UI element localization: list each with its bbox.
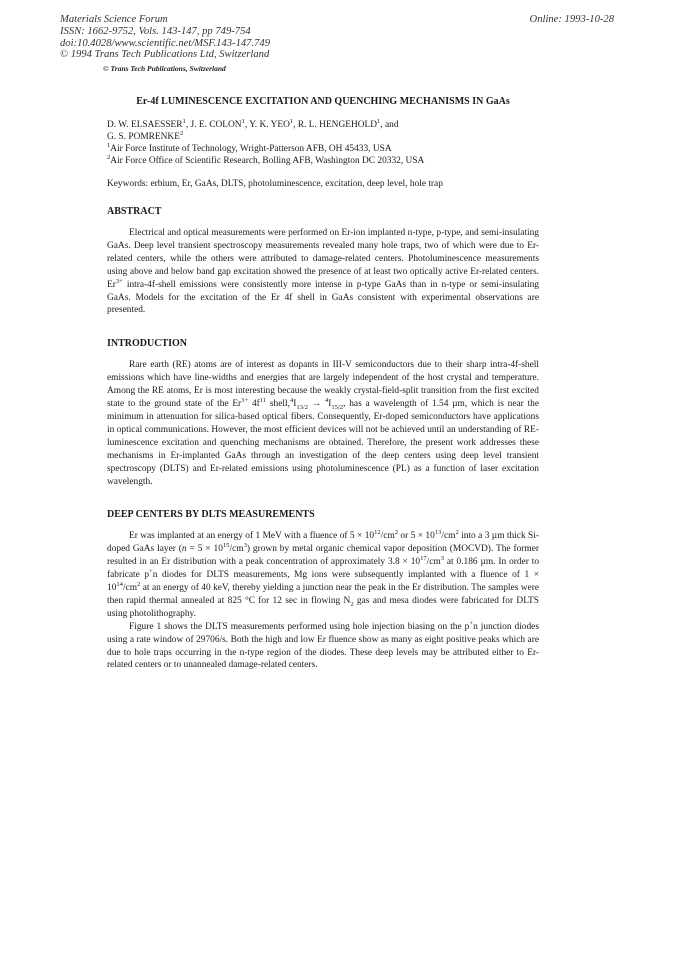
subscript: 2: [350, 600, 354, 608]
italic-variable: n: [181, 544, 187, 555]
author-name: J. E. COLON: [190, 120, 242, 130]
intro-text: I: [293, 399, 297, 410]
author-name: Y. K. YEO: [249, 120, 290, 130]
affiliation-mark: 1: [289, 117, 294, 125]
dlts-text: n junction diodes using a rate window of 29706/s. Both the high and low Er fluence show as many as eight positive peaks which are due to hole traps occurring in the n-type region of the diodes. These deep levels may be attributed either to Er-related centers or to unannealed damage-related centers.: [107, 621, 539, 671]
introduction-heading: INTRODUCTION: [107, 338, 188, 350]
affiliation-number: 1: [107, 141, 111, 149]
dlts-text: at an energy of 40 keV, thereby yielding a junction near the peak in the Er distribution. The samples were then rapid thermal annealed at 825 °C for 12 sec in flowing N: [107, 583, 539, 606]
superscript: 3+: [241, 396, 249, 404]
superscript: 13: [434, 529, 442, 537]
author-line-1: D. W. ELSAESSER$^1$, J. E. COLON$^1$, Y. K. YEO$^1$, R. L. HENGEHOLD$^1$, and: [107, 117, 399, 130]
dlts-text: /cm: [426, 557, 441, 568]
dlts-text: Figure 1 shows the DLTS measurements performed using hole injection biasing on the p: [129, 621, 470, 632]
publisher-stamp: © Trans Tech Publications, Switzerland: [103, 64, 226, 73]
superscript: +: [469, 619, 474, 627]
superscript: +: [149, 568, 153, 575]
paper-body: [107, 96, 539, 672]
author-line-2: [107, 131, 539, 143]
dlts-text: gas and mesa diodes were fabricated for DLTS using photolithography.: [107, 595, 539, 619]
affiliation-list: [107, 143, 539, 167]
dlts-text: /cm: [380, 531, 395, 542]
superscript: 17: [420, 555, 427, 563]
dlts-text: or 5 × 10: [398, 531, 435, 542]
affiliation-number: 2: [107, 153, 111, 161]
affiliation-mark: 1: [377, 117, 381, 125]
intro-text: Rare earth (RE) atoms are of interest as dopants in III-V semiconductors due to their sharp intra-4f-shell emissions which have line-widths and energies that are largely independent of the host crystal and temperature. Among the RE atoms, Er is most interesting because the weakly crystal-field-split transition from the first excited state to the ground state of the Er: [107, 360, 539, 410]
superscript: 14: [116, 580, 123, 588]
superscript: 3: [243, 542, 247, 550]
subscript: 13/2: [296, 403, 309, 411]
superscript: 4: [324, 396, 329, 404]
author-name: R. L. HENGEHOLD: [297, 120, 377, 130]
intro-text: →: [308, 399, 325, 410]
superscript: 3+: [115, 277, 123, 285]
dlts-paragraph-2: [107, 621, 539, 673]
publication-info: [60, 14, 270, 61]
subscript: 15/2: [331, 403, 344, 411]
superscript: 15: [222, 542, 230, 550]
author-list: [107, 119, 539, 143]
affiliation-mark: 2: [179, 129, 184, 137]
keywords: Keywords: erbium, Er, GaAs, DLTS, photoluminescence, excitation, deep level, hole trap: [107, 179, 443, 189]
dlts-text: ) grown by metal organic chemical vapor deposition (MOCVD). The former resulted in an Er distribution with a peak concentration of approximately 3.8 × 10: [107, 544, 539, 568]
dlts-text: at 0.186 µm. In order to fabricate p: [107, 557, 540, 581]
dlts-text: Er was implanted at an energy of 1 MeV with a fluence of 5 × 10: [129, 531, 375, 542]
abstract-text: Electrical and optical measurements were performed on Er-ion implanted n-type, p-type, and semi-insulating GaAs. Deep level transient spectroscopy measurements revealed many hole traps, two of which were due to Er-related centers, while the others were attributed to damage-related centers. Photoluminescence measurements using above and below band gap excitation showed the presence of at least two optically active Er-related centers. Er: [107, 228, 539, 290]
journal-name: Materials Science Forum: [60, 14, 168, 25]
affiliation-2: [107, 155, 539, 167]
affiliation-mark: 1: [182, 117, 186, 125]
abstract-heading: ABSTRACT: [107, 206, 162, 217]
introduction-paragraph: [107, 359, 539, 488]
dlts-text: /cm: [441, 531, 456, 542]
online-date: Online: 1993-10-28: [529, 14, 614, 25]
intro-text: shell,: [266, 399, 290, 410]
intro-text: , has a wavelength of 1.54 µm, which is near the minimum in attenuation for silica-based optical fibers. Consequently, Er-doped semiconductors have applications in optical communications. However, the most efficient devices will not be achieved until an understanding of RE-luminescence excitation and quenching mechanisms are obtained. Therefore, the present work addresses these mechanisms in Er-implanted GaAs through an investigation of the deep centers using deep level transient spectroscopy (DLTS) and Er-related emissions using photoluminescence (PL) as a function of laser excitation wavelength.: [107, 399, 540, 487]
author-name: D. W. ELSAESSER: [107, 120, 183, 130]
affiliation-mark: 1: [241, 117, 245, 125]
doi-line: doi:10.4028/www.scientific.net/MSF.143-147.749: [60, 37, 270, 49]
issn-line: ISSN: 1662-9752, Vols. 143-147, pp 749-754: [60, 25, 251, 37]
superscript: 11: [259, 396, 267, 404]
copyright-line: © 1994 Trans Tech Publications Ltd, Switzerland: [60, 49, 270, 61]
dlts-text: /cm: [229, 544, 244, 555]
intro-text: I: [328, 399, 332, 410]
dlts-paragraph-1: [107, 530, 539, 620]
affiliation-1: [107, 143, 539, 155]
dlts-heading: DEEP CENTERS BY DLTS MEASUREMENTS: [107, 509, 315, 521]
abstract-paragraph: [107, 227, 539, 317]
superscript: 2: [394, 529, 399, 537]
dlts-text: into a 3 µm thick Si-doped GaAs layer (: [107, 531, 539, 555]
superscript: 2: [455, 529, 459, 537]
abstract-text: intra-4f-shell emissions were consistently more intense in p-type GaAs than in n-type or semi-insulating GaAs. Models for the excitation of the Er 4f shell in GaAs consistent with experimental observations are presented.: [107, 279, 539, 316]
affiliation-text: Air Force Office of Scientific Research, Bolling AFB, Washington DC 20332, USA: [110, 156, 425, 166]
paper-title: Er-4f LUMINESCENCE EXCITATION AND QUENCHING MECHANISMS IN GaAs: [136, 96, 510, 107]
affiliation-text: Air Force Institute of Technology, Wright-Patterson AFB, OH 45433, USA: [110, 144, 392, 154]
superscript: 2: [137, 580, 141, 588]
superscript: 12: [374, 529, 381, 537]
author-name: G. S. POMRENKE: [107, 132, 180, 142]
author-conjunction: , and: [380, 120, 399, 130]
dlts-text: = 5 × 10: [186, 544, 223, 555]
dlts-text: /cm: [122, 583, 138, 594]
superscript: 3: [440, 555, 445, 563]
dlts-text: n diodes for DLTS measurements, Mg ions were subsequently implanted with a fluence of 1 × 10: [107, 570, 539, 594]
intro-text: 4f: [248, 399, 260, 410]
superscript: 4: [289, 396, 294, 404]
